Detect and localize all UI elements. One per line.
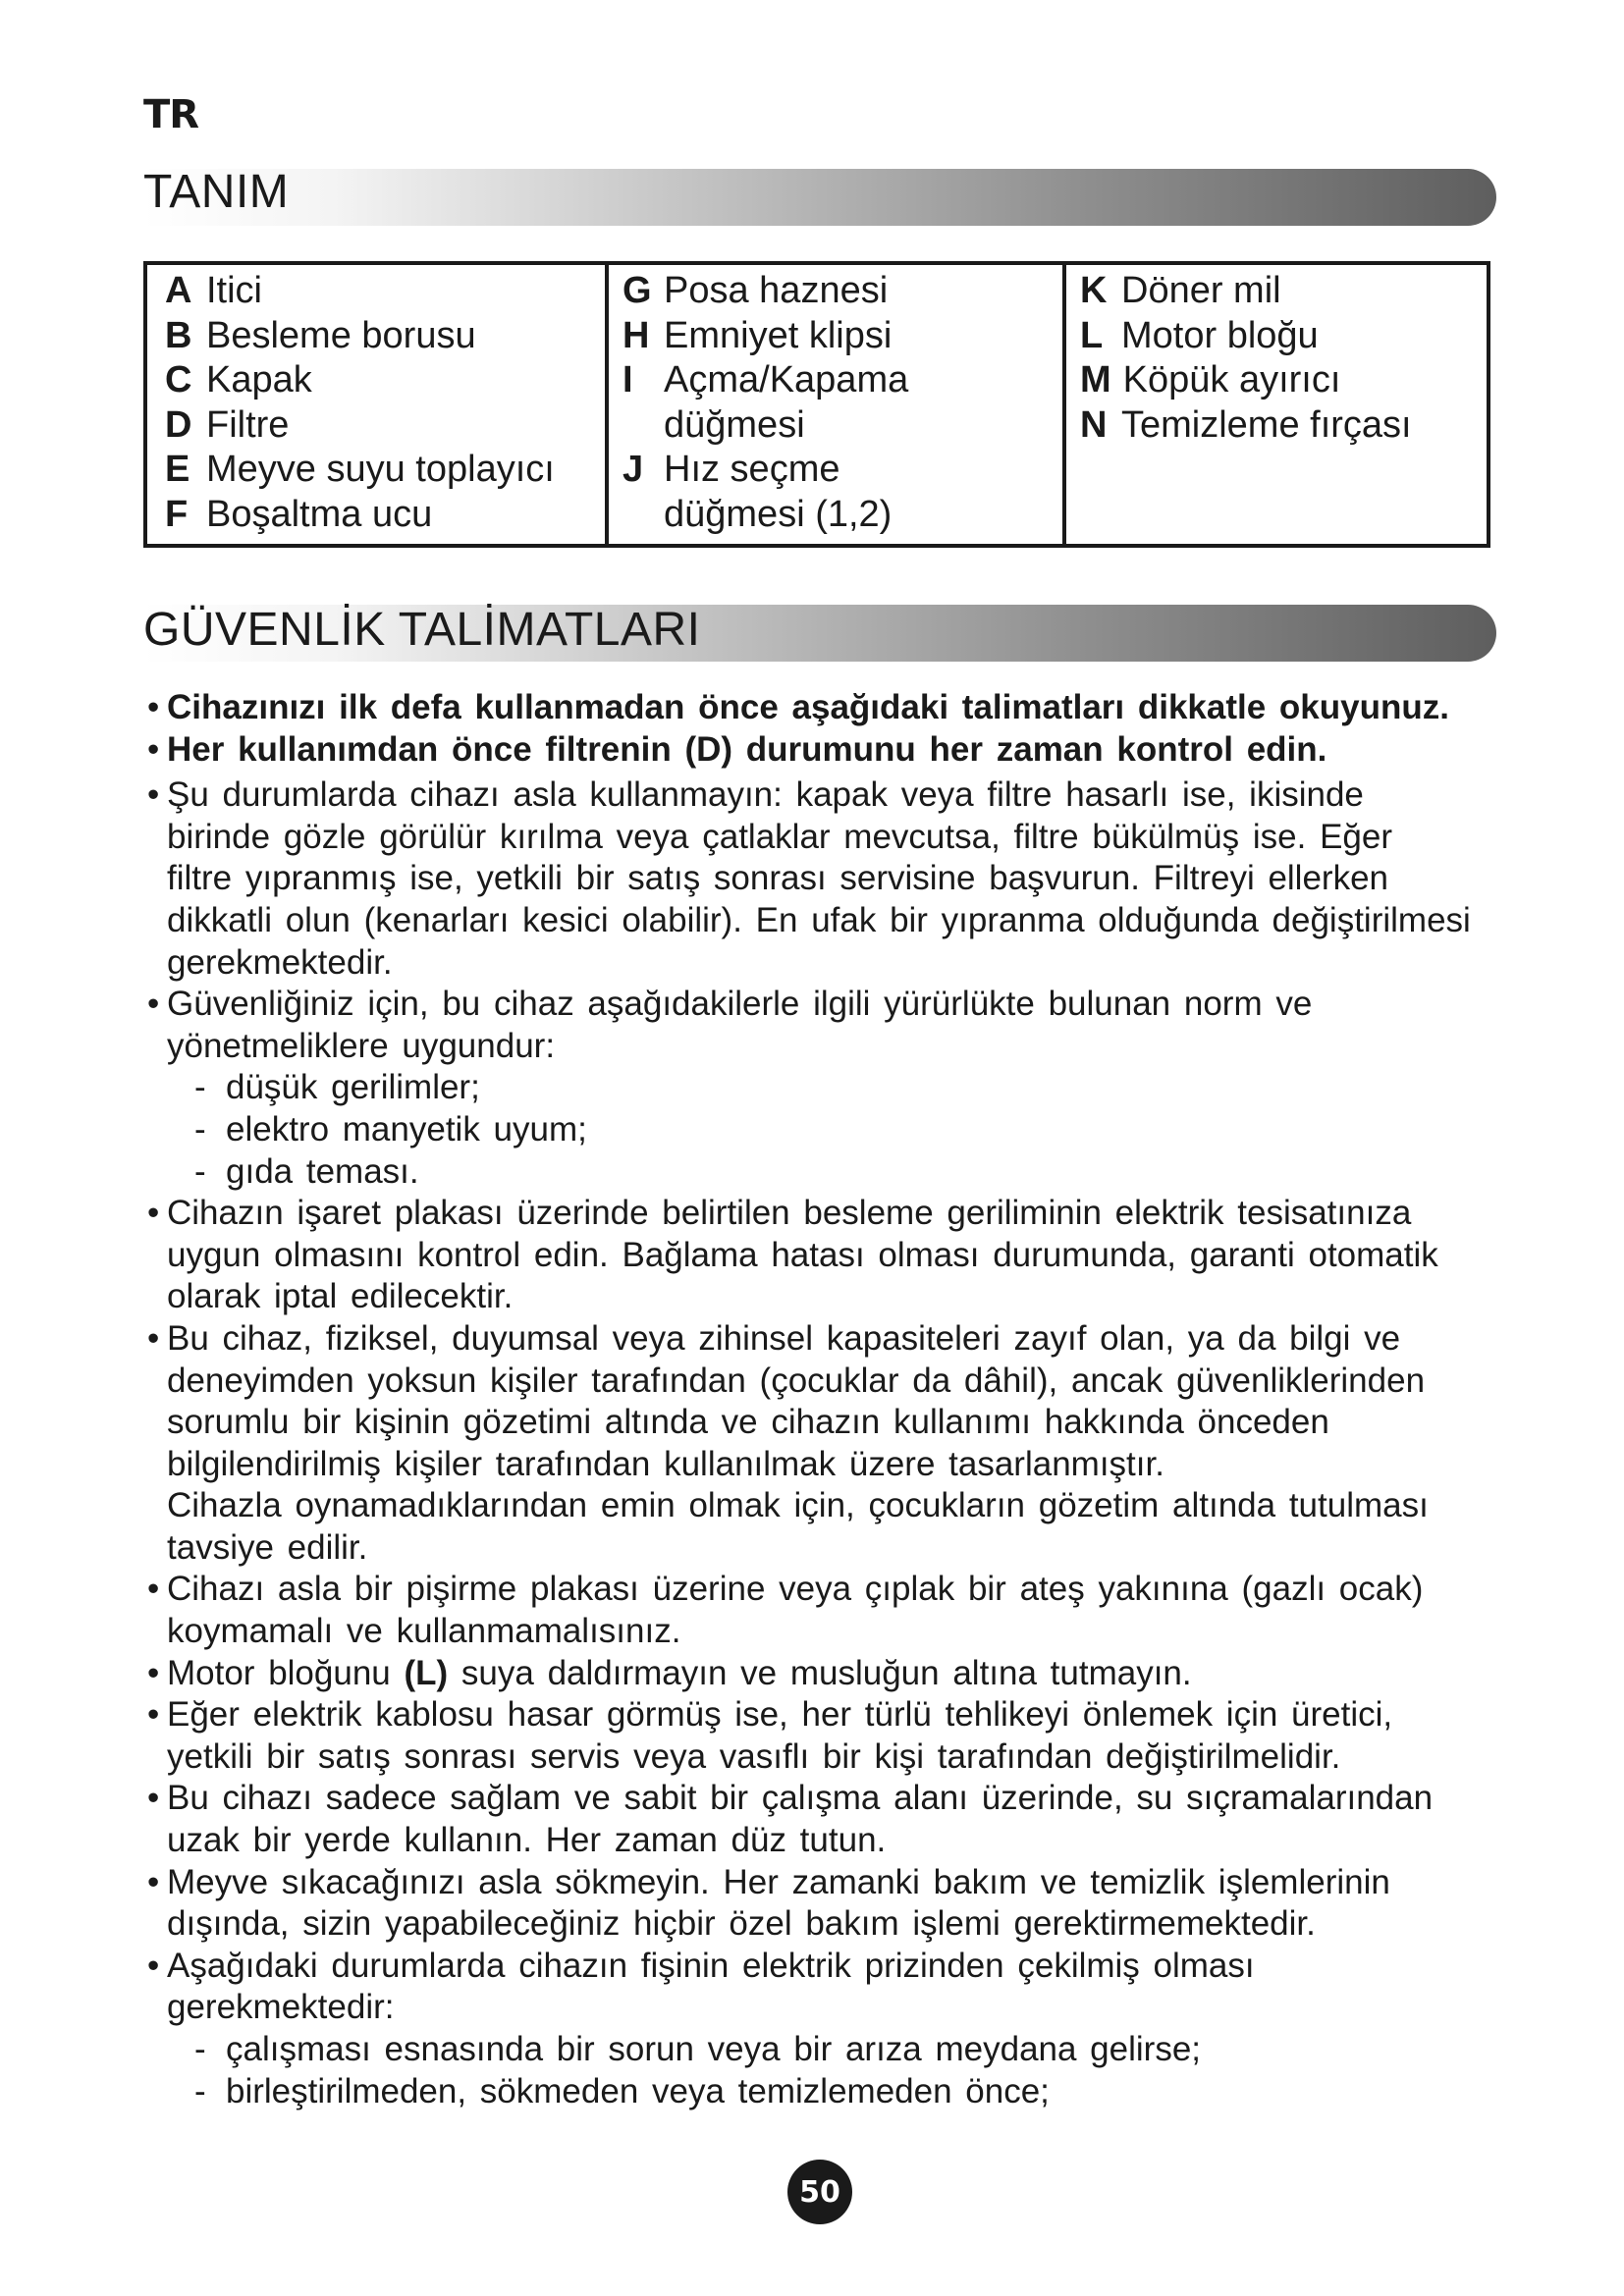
bullet-icon: • [147,688,160,726]
bullet-icon: • [147,1862,160,1901]
definition-item: I Açma/Kapama düğmesi [623,359,909,446]
bullet-icon: • [147,985,160,1024]
bullet-icon: • [147,1570,160,1609]
list-item: • Cihazın işaret plakası üzerinde belirtilen besleme geriliminin elektrik tesisatınıza uygun olmasını kontrol edin. Bağlama hatası olması durumunda, garanti otomatik olarak iptal edilecektir. [143,1193,1597,1318]
sub-list-item: - birleştirilmeden, sökmeden veya temizlemeden önce; [194,2071,1050,2110]
bullet-icon: • [147,1695,160,1735]
definition-item: H Emniyet klipsi [623,314,893,356]
bullet-icon: • [147,1653,160,1692]
list-item: • Aşağıdaki durumlarda cihazın fişinin elektrik prizinden çekilmiş olması gerekmektedir: [143,1946,1597,2029]
bullet-icon: • [147,1194,160,1233]
paragraph-continuation: Cihazla oynamadıklarından emin olmak için, çocukların gözetim altında tutulması tavsiye edilir. [167,1486,1429,1567]
definition-column-1 [147,265,605,544]
bullet-icon: • [147,775,160,815]
safety-instructions [143,687,1597,2112]
definition-item: J Hız seçme düğmesi (1,2) [623,449,893,535]
definition-item: M Köpük ayırıcı [1080,359,1341,400]
list-item: • Güvenliğiniz için, bu cihaz aşağıdakilerle ilgili yürürlükte bulunan norm ve yönetmeliklere uygundur: [143,984,1597,1067]
list-item: • Her kullanımdan önce filtrenin (D) durumunu her zaman kontrol edin. [143,729,1597,772]
page-number: 50 [787,2160,852,2224]
list-item: • Meyve sıkacağınızı asla sökmeyin. Her zamanki bakım ve temizlik işlemlerinin dışında, sizin yapabileceğiniz hiçbir özel bakım işlemi gerektirmemektedir. [143,1862,1597,1946]
bullet-icon: • [147,1779,160,1818]
safety-title: GÜVENLİK TALİMATLARI [143,604,701,656]
definition-item: G Posa haznesi [623,270,889,311]
list-item: • Cihazı asla bir pişirme plakası üzerine veya çıplak bir ateş yakınına (gazlı ocak) koymamalı ve kullanmamalısınız. [143,1569,1597,1652]
sub-list-item: - çalışması esnasında bir sorun veya bir arıza meydana gelirse; [194,2030,1202,2068]
definition-title: TANIM [143,166,290,218]
definition-item: A Itici [165,270,262,311]
section-bar-definition [143,169,1496,226]
definition-table [143,261,1490,548]
sub-list-item: - gıda teması. [194,1151,419,1191]
list-item: • Bu cihaz, fiziksel, duyumsal veya zihinsel kapasiteleri zayıf olan, ya da bilgi ve deneyimden yoksun kişiler tarafından (çocuklar da dâhil), ancak güvenliklerinden sorumlu bir kişinin gözetimi altında ve cihazın kullanımı hakkında önceden bilgilendirilmiş kişiler tarafından kullanılmak üzere tasarlanmıştır. [143,1318,1597,1485]
definition-item: D Filtre [165,403,290,446]
definition-item: B Besleme borusu [165,314,476,356]
list-item: • Cihazınızı ilk defa kullanmadan önce aşağıdaki talimatları dikkatle okuyunuz. [143,687,1597,729]
definition-item: F Boşaltma ucu [165,493,433,535]
definition-item: K Döner mil [1080,270,1281,311]
definition-item: C Kapak [165,359,312,400]
bullet-icon: • [147,729,160,769]
bullet-icon: • [147,1318,160,1358]
language-code: TR [143,92,199,137]
list-item: • Eğer elektrik kablosu hasar görmüş ise, her türlü tehlikeyi önlemek için üretici, yetkili bir satış sonrası servis veya vasıflı bir kişi tarafından değiştirilmelidir. [143,1694,1597,1778]
definition-item: E Meyve suyu toplayıcı [165,449,555,490]
bullet-icon: • [147,1946,160,1985]
sub-list-item: - elektro manyetik uyum; [194,1109,587,1148]
definition-item: L Motor bloğu [1080,314,1319,356]
list-item: • Motor bloğunu (L) suya daldırmayın ve musluğun altına tutmayın. [143,1653,1597,1695]
definition-column-2 [605,265,1062,544]
sub-list-item: - düşük gerilimler; [194,1068,480,1107]
list-item: • Şu durumlarda cihazı asla kullanmayın: kapak veya filtre hasarlı ise, ikisinde birinde gözle görülür kırılma veya çatlaklar mevcutsa, filtre bükülmüş ise. Eğer filtre yıpranmış ise, yetkili bir satış sonrası servisine başvurun. Filtreyi ellerken dikkatli olun (kenarları kesici olabilir). En ufak bir yıpranma olduğunda değiştirilmesi gerekmektedir. [143,774,1597,984]
motor-block-ref: (L) [404,1653,449,1692]
list-item: • Bu cihazı sadece sağlam ve sabit bir çalışma alanı üzerinde, su sıçramalarından uzak bir yerde kullanın. Her zaman düz tutun. [143,1778,1597,1861]
definition-column-3 [1062,265,1487,544]
definition-item: N Temizleme fırçası [1080,403,1412,446]
